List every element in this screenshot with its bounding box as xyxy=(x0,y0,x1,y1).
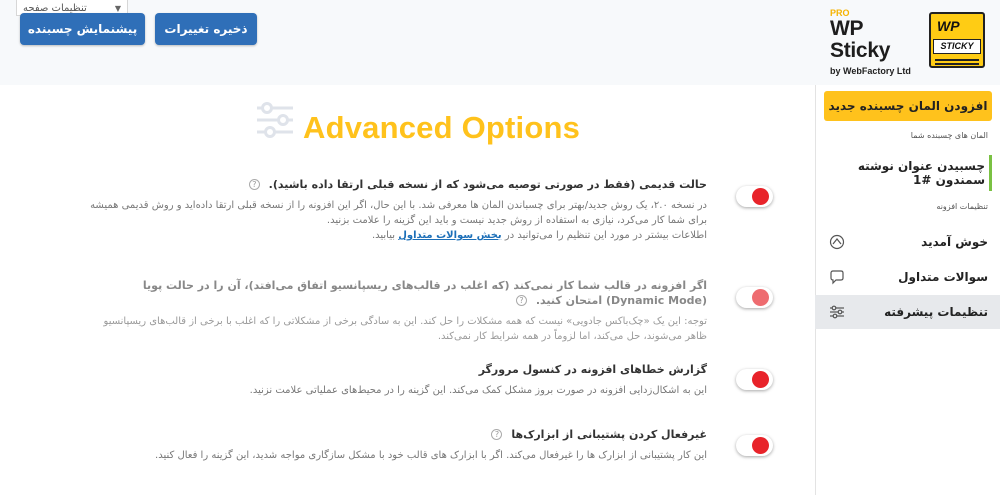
sidebar xyxy=(815,85,1000,495)
chat-bubble-icon xyxy=(829,269,845,285)
option-description: این کار پشتیبانی از ابزارک ها را غیرفعال می‌کند. اگر با ابزارک های قالب خود با مشکل سازگاری مواجه شدید، این گزینه را فعال کنید. xyxy=(155,450,707,461)
option-description: در نسخه ۲.۰، یک روش جدید/بهتر برای چسباندن المان ها معرفی شد. با این حال، اگر این افزونه را از نسخه قبلی ارتقا داده‌اید و روش قدیمی همیشه برای شما کار می‌کرد، نیازی به استفاده از روش جدید نیست و باید این گزینه را علامت بزنید. xyxy=(90,200,707,226)
option-legacy-mode: حالت قدیمی (فقط در صورتی توصیه می‌شود که از نسخه قبلی ارتقا داده باشید). ? در نسخه ۲.۰، یک روش جدید/بهتر برای چسباندن المان ها معرفی شد. با این حال، اگر این افزونه را از نسخه قبلی ارتقا داده‌اید و روش قدیمی همیشه برای شما کار می‌کرد، نیازی به استفاده از روش جدید نیست و باید این گزینه را علامت بزنید. اطلاعات بیشتر در مورد این تنظیم را می‌توانید در بخش سوالات متداول بیابید. xyxy=(90,178,707,241)
wp-sticky-logo-icon: WP STICKY xyxy=(929,12,985,68)
option-description-more: اطلاعات بیشتر در مورد این تنظیم را می‌توانید در xyxy=(504,230,707,241)
nav-item-welcome[interactable] xyxy=(815,225,1000,259)
plugin-logo-text xyxy=(830,8,925,76)
help-icon[interactable]: ? xyxy=(249,179,260,190)
plugin-settings-label: تنظیمات افزونه xyxy=(936,202,988,211)
logo-pro-label: PRO xyxy=(830,8,850,18)
logo-title: WP Sticky xyxy=(830,17,891,62)
option-title: غیرفعال کردن پشتیبانی از ابزارک‌ها xyxy=(511,428,707,441)
dynamic-mode-toggle[interactable] xyxy=(736,287,773,308)
option-console-debug xyxy=(90,362,707,398)
stickies-section-label: المان های چسبنده شما xyxy=(910,131,988,140)
option-description: این به اشکال‌زدایی افزونه در صورت بروز مشکل کمک می‌کند. این گزینه را در محیط‌های عملیاتی علامت نزنید. xyxy=(249,385,707,396)
console-debug-toggle[interactable] xyxy=(736,369,773,390)
caret-down-icon: ▼ xyxy=(114,3,121,13)
option-dynamic-mode xyxy=(90,278,707,344)
option-title: گزارش خطاهای افزونه در کنسول مرورگر xyxy=(478,363,707,376)
welcome-icon xyxy=(829,234,845,250)
legacy-mode-toggle[interactable] xyxy=(736,186,773,207)
sliders-icon xyxy=(829,304,845,320)
add-new-sticky-button[interactable]: افزودن المان چسبنده جدید xyxy=(824,91,992,121)
sticky-element-item[interactable]: چسبیدن عنوان نوشته سمندون #1 xyxy=(823,155,992,191)
screen-options-label: تنظیمات صفحه xyxy=(23,2,87,14)
faq-link[interactable]: بخش سوالات متداول xyxy=(398,230,502,241)
nav-item-faq[interactable] xyxy=(815,260,1000,294)
logo-byline: by WebFactory Ltd xyxy=(830,66,911,76)
page-title: Advanced Options xyxy=(303,110,581,145)
disable-widgets-toggle[interactable] xyxy=(736,435,773,456)
help-icon[interactable]: ? xyxy=(516,295,527,306)
option-disable-widgets xyxy=(90,427,707,463)
option-title: حالت قدیمی (فقط در صورتی توصیه می‌شود که از نسخه قبلی ارتقا داده باشید). xyxy=(268,178,707,191)
nav-item-label: تنظیمات پیشرفته xyxy=(884,305,988,319)
option-title: اگر افزونه در قالب شما کار نمی‌کند (که اغلب در قالب‌های ریسپانسیو اتفاق می‌افتد)، آن را در حالت پویا (Dynamic Mode) امتحان کنید. xyxy=(142,279,707,307)
preview-sticky-button[interactable]: پیشنمایش چسبنده xyxy=(20,13,145,45)
nav-item-label: سوالات متداول xyxy=(898,270,988,284)
save-changes-button[interactable]: ذخیره تغییرات xyxy=(155,13,257,45)
option-description: توجه: این یک «چک‌باکس جادویی» نیست که همه مشکلات را حل کند. این به سادگی برخی از مشکلاتی را که اغلب با برخی از قالب‌های ریسپانسیو ظاهر می‌شوند، حل می‌کند، اما لزوماً در همه شرایط کار نمی‌کند. xyxy=(103,316,707,342)
nav-item-advanced-settings[interactable] xyxy=(815,295,1000,329)
help-icon[interactable]: ? xyxy=(491,429,502,440)
sliders-icon xyxy=(255,100,295,140)
nav-item-label: خوش آمدید xyxy=(921,235,988,249)
